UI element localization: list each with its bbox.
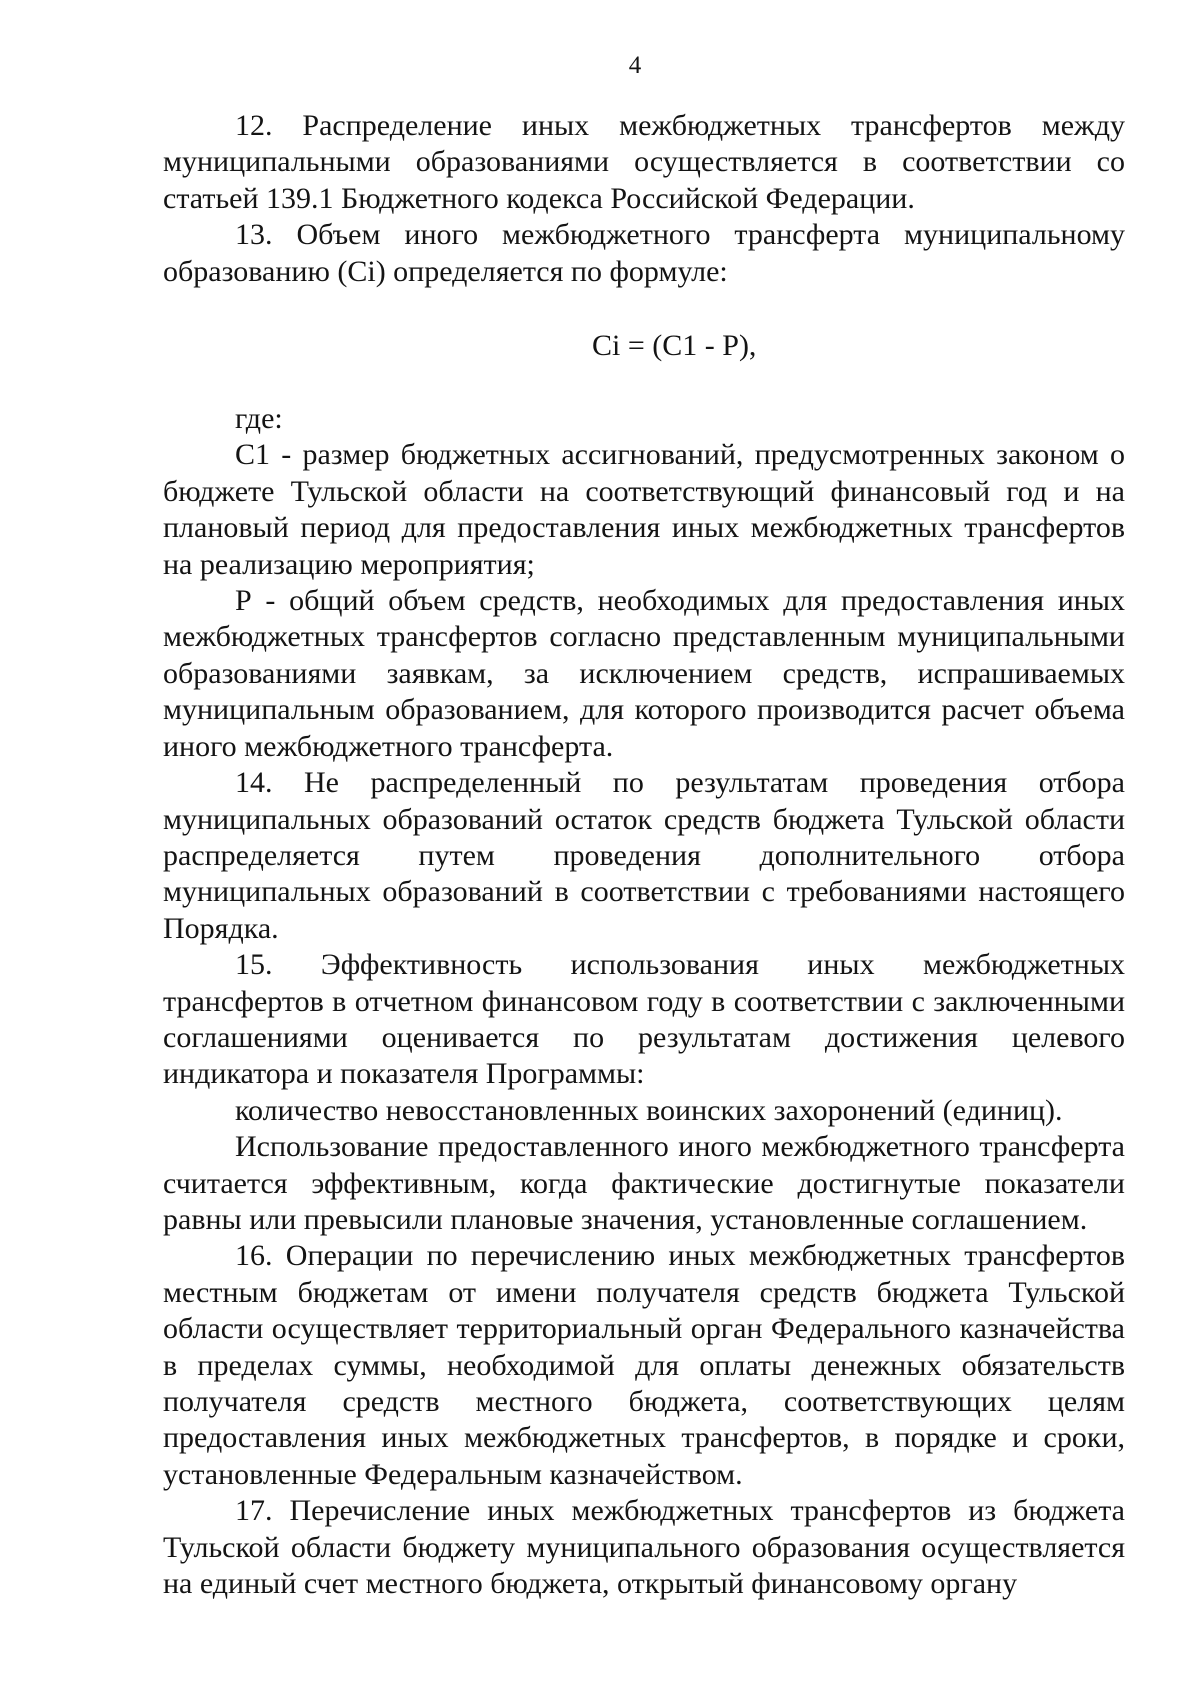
- document-body: [163, 108, 1125, 1602]
- paragraph-15-effectiveness: Использование предоставленного иного межбюджетного трансферта считается эффективным, когда фактические достигнутые показатели равны или превысили плановые значения, установленные соглашением.: [163, 1130, 1125, 1236]
- paragraph-14: 14. Не распределенный по результатам проведения отбора муниципальных образований остаток средств бюджета Тульской области распределяется путем проведения дополнительного отбора муниципальных образований в соответствии с требованиями настоящего Порядка.: [163, 766, 1125, 945]
- paragraph-13: 13. Объем иного межбюджетного трансферта муниципальному образованию (Ci) определяется по формуле:: [163, 218, 1125, 288]
- paragraph-15: 15. Эффективность использования иных межбюджетных трансфертов в отчетном финансовом году в соответствии с заключенными соглашениями оценивается по результатам достижения целевого индикатора и показателя Программы:: [163, 948, 1125, 1091]
- paragraph-16: 16. Операции по перечислению иных межбюджетных трансфертов местным бюджетам от имени получателя средств бюджета Тульской области осуществляет территориальный орган Федерального казначейства в пределах суммы, необходимой для оплаты денежных обязательств получателя средств местного бюджета, соответствующих целям предоставления иных межбюджетных трансфертов, в порядке и сроки, установленные Федеральным казначейством.: [163, 1239, 1125, 1491]
- formula: Ci = (C1 - P),: [592, 329, 757, 363]
- c1-definition: С1 - размер бюджетных ассигнований, предусмотренных законом о бюджете Тульской области на соответствующий финансовый год и на плановый период для предоставления иных межбюджетных трансфертов на реализацию мероприятия;: [163, 438, 1125, 581]
- where-label: где:: [235, 402, 283, 436]
- paragraph-17: 17. Перечисление иных межбюджетных трансфертов из бюджета Тульской области бюджету муниципального образования осуществляется на единый счет местного бюджета, открытый финансовому органу: [163, 1494, 1125, 1601]
- paragraph-12: 12. Распределение иных межбюджетных трансфертов между муниципальными образованиями осуществляется в соответствии со статьей 139.1 Бюджетного кодекса Российской Федерации.: [163, 109, 1125, 215]
- p-definition: Р - общий объем средств, необходимых для предоставления иных межбюджетных трансфертов согласно представленным муниципальными образованиями заявкам, за исключением средств, испрашиваемых муниципальным образованием, для которого производится расчет объема иного межбюджетного трансферта.: [163, 584, 1125, 763]
- paragraph-15-indicator: количество невосстановленных воинских захоронений (единиц).: [235, 1093, 1063, 1127]
- page-number: 4: [628, 52, 642, 79]
